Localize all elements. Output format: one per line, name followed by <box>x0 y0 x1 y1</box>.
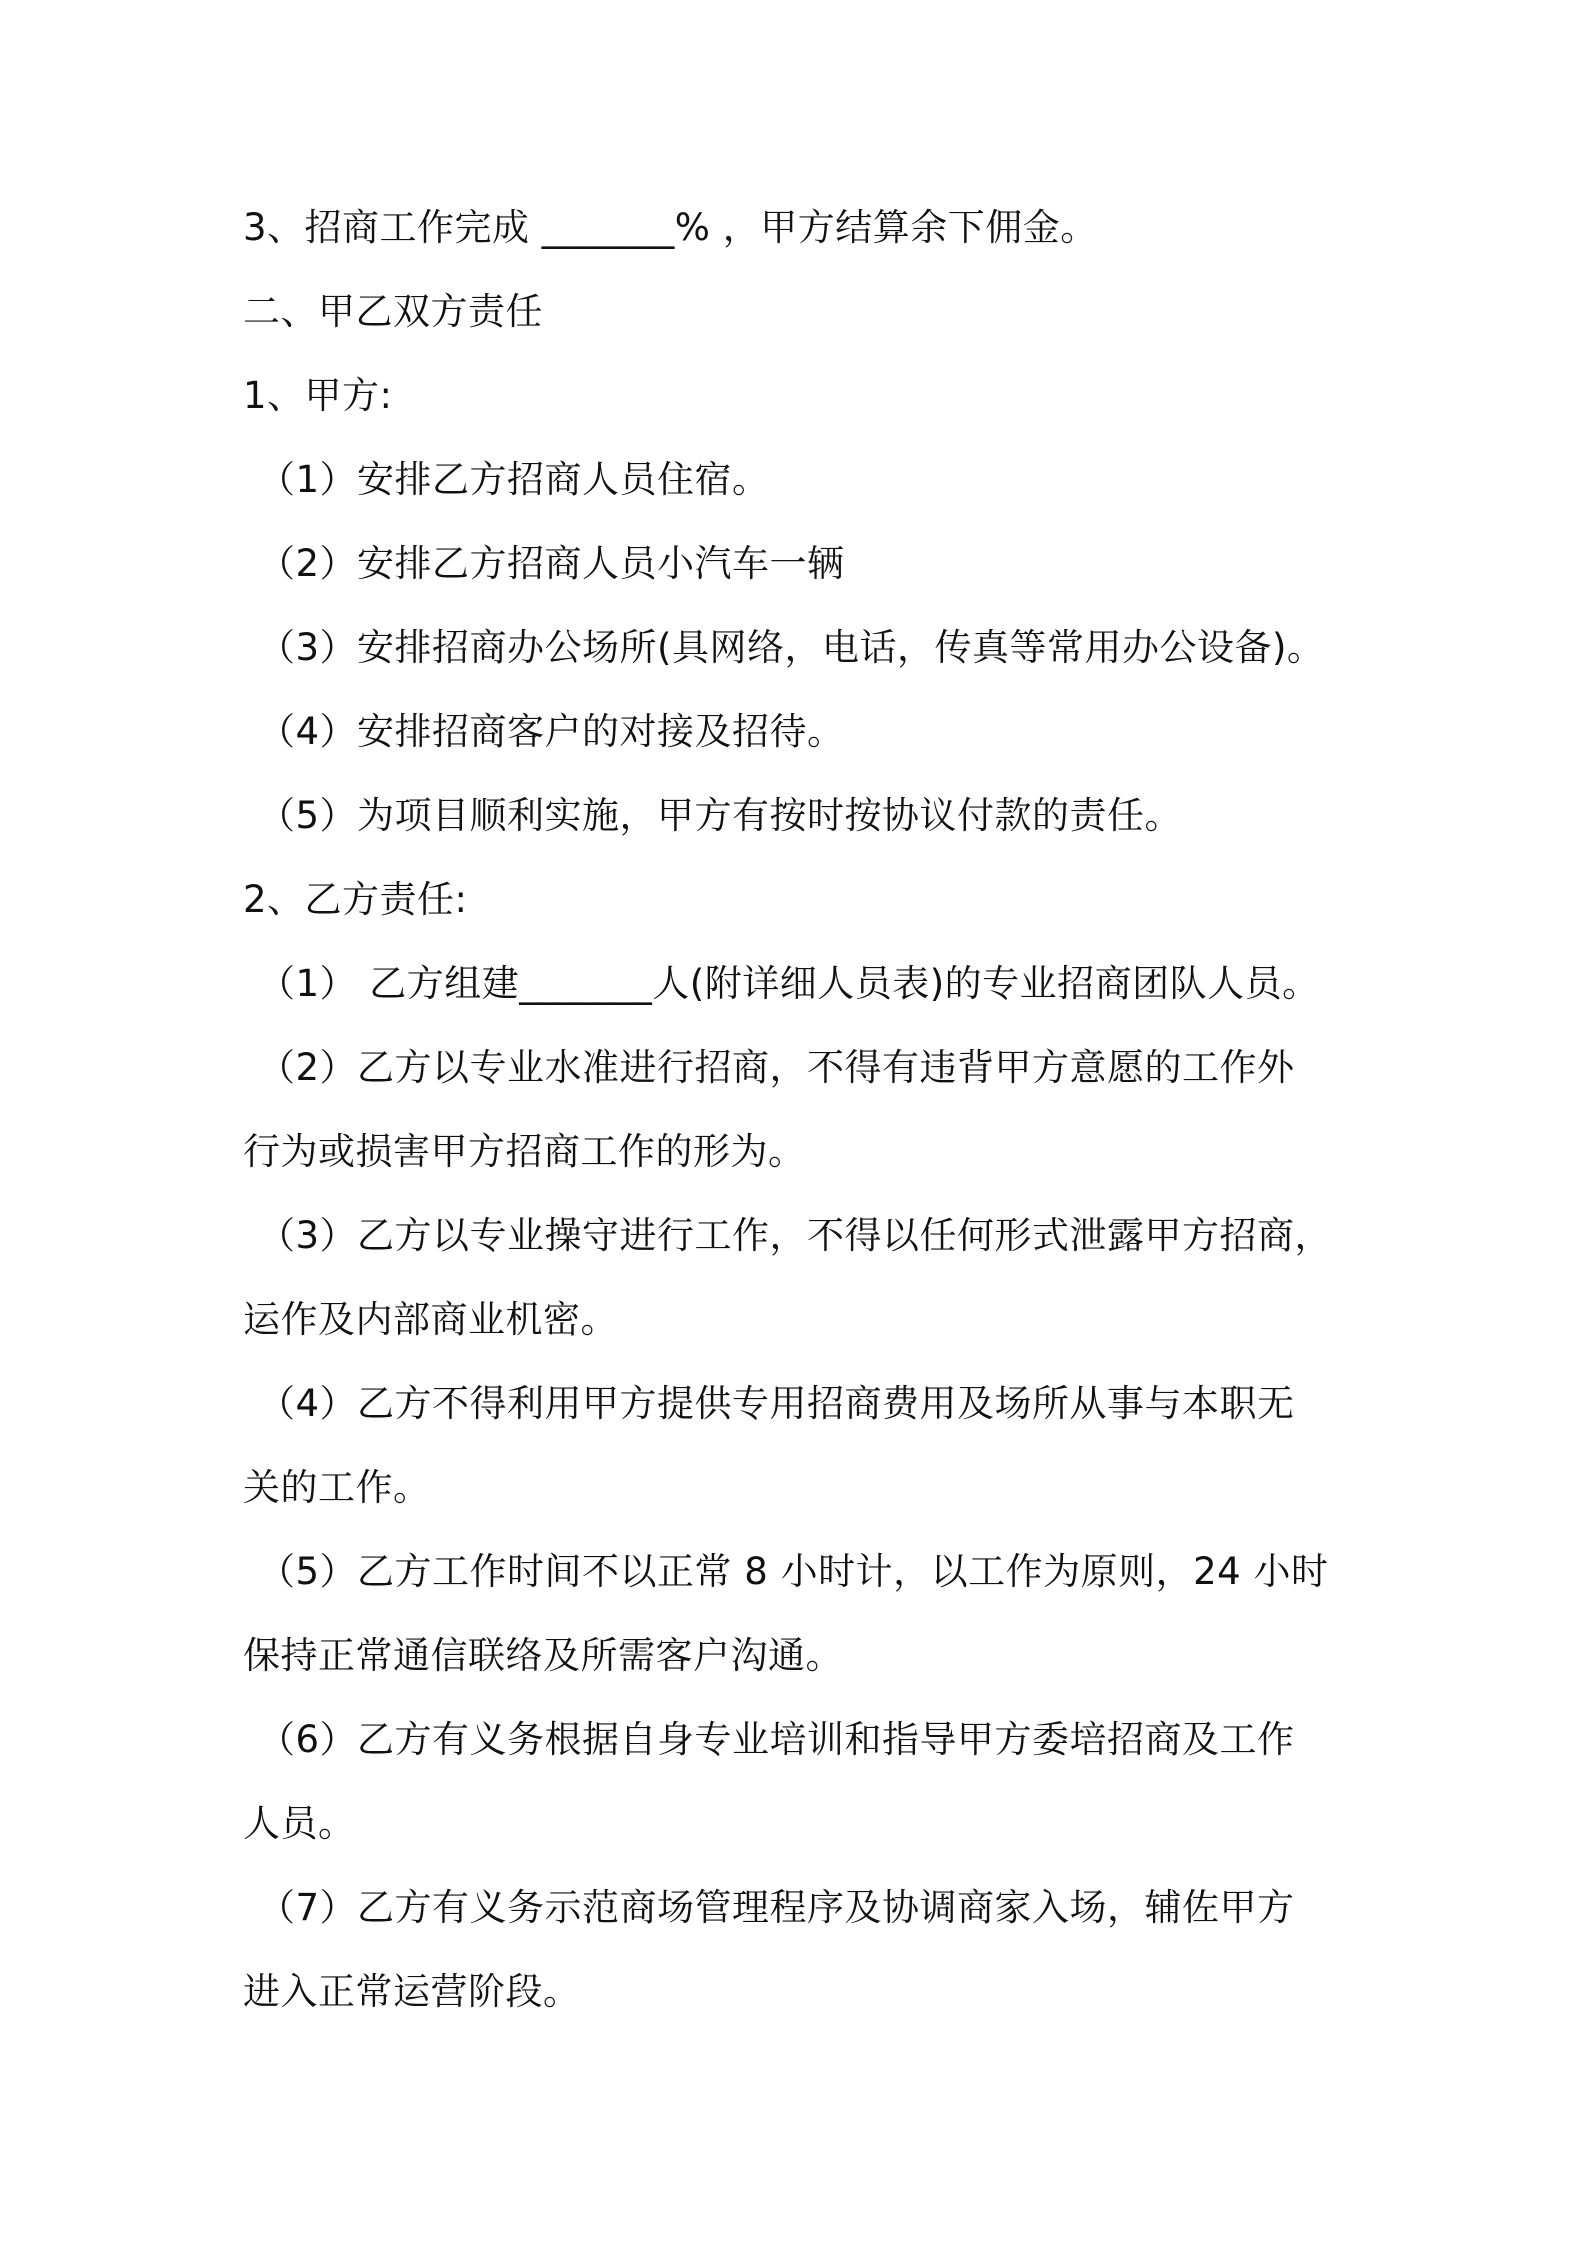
party-a-item-2: （2）安排乙方招商人员小汽车一辆 <box>258 542 845 585</box>
party-a-item-4: （4）安排招商客户的对接及招待。 <box>258 710 845 753</box>
party-b-item-2: （2）乙方以专业水准进行招商，不得有违背甲方意愿的工作外 <box>258 1046 1295 1089</box>
party-b-item-7: （7）乙方有义务示范商场管理程序及协调商家入场，辅佐甲方 <box>258 1886 1295 1929</box>
party-b-item-4-continued: 关的工作。 <box>243 1466 431 1509</box>
party-b-item-3: （3）乙方以专业操守进行工作，不得以任何形式泄露甲方招商， <box>258 1214 1333 1257</box>
party-b-item-3-continued: 运作及内部商业机密。 <box>243 1298 618 1341</box>
party-b-item-7-continued: 进入正常运营阶段。 <box>243 1970 581 2013</box>
party-b-item-4: （4）乙方不得利用甲方提供专用招商费用及场所从事与本职无 <box>258 1382 1295 1425</box>
section-heading-responsibilities: 二、甲乙双方责任 <box>243 290 543 333</box>
party-b-item-6: （6）乙方有义务根据自身专业培训和指导甲方委培招商及工作 <box>258 1718 1295 1761</box>
party-b-item-1: （1） 乙方组建_______人(附详细人员表)的专业招商团队人员。 <box>258 962 1320 1005</box>
party-a-item-3: （3）安排招商办公场所(具网络，电话，传真等常用办公设备)。 <box>258 626 1325 669</box>
clause-3-commission-settlement: 3、招商工作完成 _______% ，甲方结算余下佣金。 <box>243 206 1098 249</box>
party-a-item-5: （5）为项目顺利实施，甲方有按时按协议付款的责任。 <box>258 794 1183 837</box>
party-b-item-6-continued: 人员。 <box>243 1802 356 1845</box>
party-b-heading: 2、乙方责任: <box>243 878 468 921</box>
party-b-item-5: （5）乙方工作时间不以正常 8 小时计，以工作为原则，24 小时 <box>258 1550 1329 1593</box>
party-a-heading: 1、甲方: <box>243 374 393 417</box>
party-b-item-5-continued: 保持正常通信联络及所需客户沟通。 <box>243 1634 843 1677</box>
party-a-item-1: （1）安排乙方招商人员住宿。 <box>258 458 770 501</box>
party-b-item-2-continued: 行为或损害甲方招商工作的形为。 <box>243 1130 806 1173</box>
